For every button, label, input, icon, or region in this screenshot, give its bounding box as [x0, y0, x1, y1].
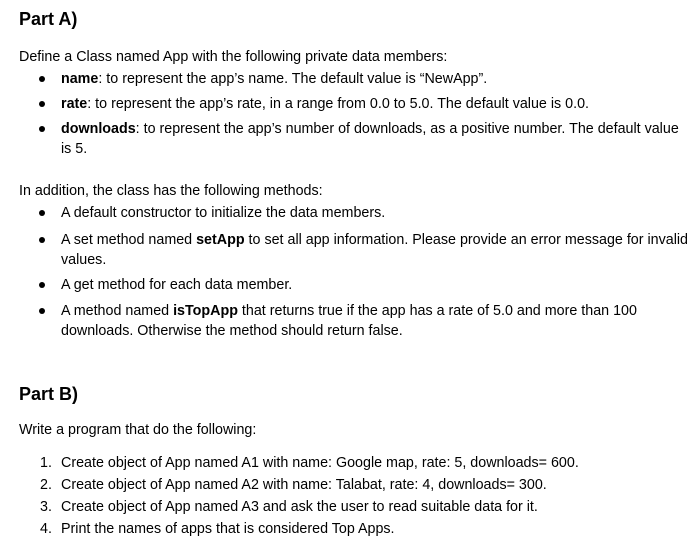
method-term: setApp [196, 232, 245, 248]
bullet-icon [39, 282, 45, 288]
method-text-pre: A get method for each data member. [61, 277, 293, 293]
part-b-heading: Part B) [19, 384, 79, 404]
method-text-post: that returns true if the app has a rate of 5.0 and more than 100 downloads. Otherwise the method should return false. [61, 303, 637, 339]
member-item-rate [61, 94, 693, 114]
step-number: 4. [40, 521, 52, 537]
method-item-constructor [61, 203, 693, 223]
bullet-icon [39, 76, 45, 82]
member-term: name [61, 71, 99, 87]
step-text: Create object of App named A3 and ask the user to read suitable data for it. [61, 499, 538, 515]
step-text: Print the names of apps that is considered Top Apps. [61, 521, 395, 537]
step-item [40, 453, 693, 473]
member-text: : to represent the app’s rate, in a range from 0.0 to 5.0. The default value is 0.0. [87, 96, 589, 112]
member-term: downloads [61, 121, 136, 137]
step-text: Create object of App named A2 with name: Talabat, rate: 4, downloads= 300. [61, 477, 547, 493]
method-item-getters [61, 275, 693, 295]
member-text: : to represent the app’s number of downloads, as a positive number. The default value is 5. [61, 121, 679, 157]
step-item [40, 497, 693, 517]
step-text: Create object of App named A1 with name: Google map, rate: 5, downloads= 600. [61, 455, 579, 471]
bullet-icon [39, 126, 45, 132]
step-number: 2. [40, 477, 52, 493]
method-item-setapp [61, 230, 693, 270]
member-term: rate [61, 96, 88, 112]
method-item-istopapp [61, 301, 693, 341]
member-item-name [61, 69, 693, 89]
bullet-icon [39, 237, 45, 243]
step-item [40, 519, 693, 539]
part-a-intro: Define a Class named App with the following private data members: [19, 49, 448, 65]
bullet-icon [39, 101, 45, 107]
method-text-post: to set all app information. Please provide an error message for invalid values. [61, 232, 689, 268]
method-text-pre: A method named [61, 303, 174, 319]
method-text-pre: A default constructor to initialize the data members. [61, 205, 386, 221]
method-text-pre: A set method named [61, 232, 197, 248]
member-text: : to represent the app’s name. The default value is “NewApp”. [98, 71, 488, 87]
part-a-heading: Part A) [19, 9, 78, 29]
method-term: isTopApp [173, 303, 238, 319]
step-number: 1. [40, 455, 52, 471]
methods-intro: In addition, the class has the following methods: [19, 183, 323, 199]
step-number: 3. [40, 499, 52, 515]
bullet-icon [39, 210, 45, 216]
member-item-downloads [61, 119, 693, 159]
part-b-intro: Write a program that do the following: [19, 422, 257, 438]
step-item [40, 475, 693, 495]
bullet-icon [39, 308, 45, 314]
